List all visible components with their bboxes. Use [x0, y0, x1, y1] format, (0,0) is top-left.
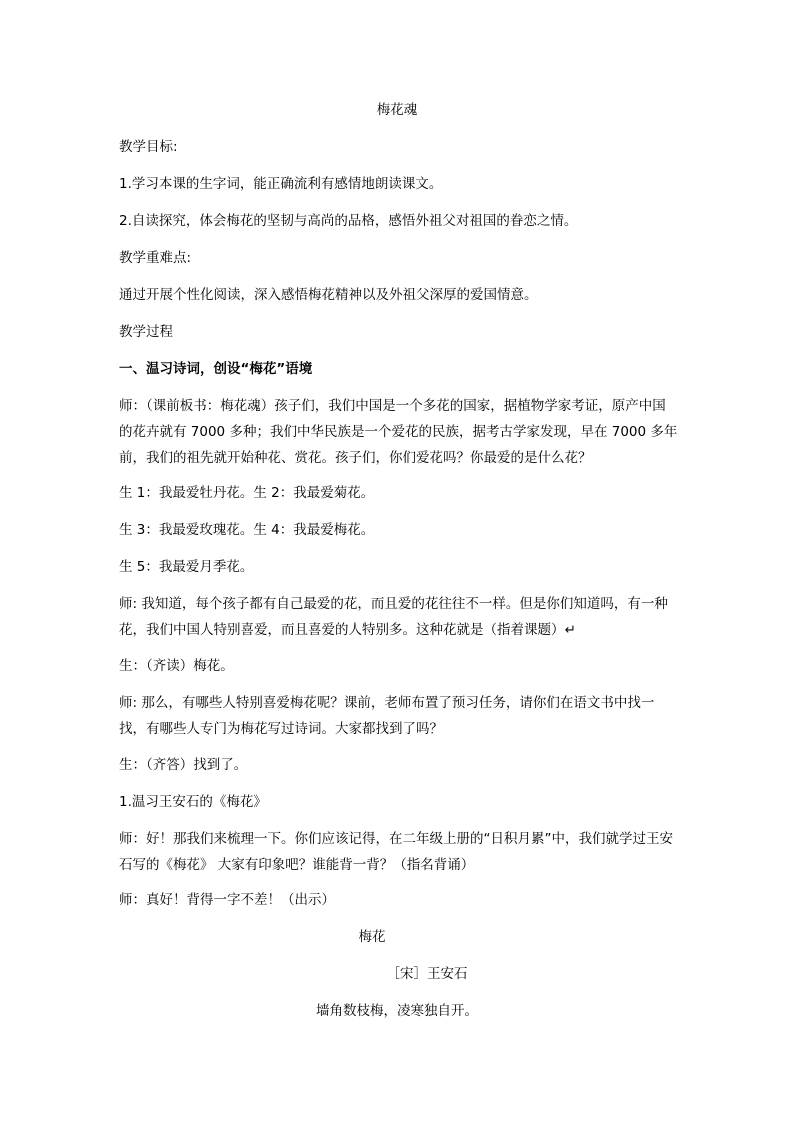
difficulty-heading: 教学重难点: [119, 250, 192, 266]
student-answer: 生：（齐答）找到了。 [119, 757, 248, 773]
difficulty-text: 通过开展个性化阅读，深入感悟梅花精神以及外祖父深厚的爱国情意。 [119, 287, 538, 303]
document-title: 梅花魂 [376, 102, 418, 118]
process-heading: 教学过程 [119, 324, 173, 340]
student-5: 生 5：我最爱月季花。 [119, 559, 254, 575]
goals-heading: 教学目标: [119, 139, 178, 155]
poem-author: ［宋］王安石 [386, 966, 468, 982]
paragraph-4: 师：好！那我们来梳理一下。你们应该记得，在二年级上册的“日积月累”中，我们就学过王安石写的《梅花》 大家有印象吧？谁能背一背？（指名背诵） [119, 831, 673, 873]
subsection-1-heading: 1.温习王安石的《梅花》 [119, 794, 267, 810]
paragraph-1: 师：（课前板书：梅花魂）孩子们，我们中国是一个多花的国家，据植物学家考证，原产中国的花卉就有 7000 多种；我们中华民族是一个爱花的民族，据考古学家发现，早在 7000 多年前，我们的祖先就开始种花、赏花。孩子们，你们爱花吗？你最爱的是什么花？ [119, 398, 678, 466]
poem-title: 梅花 [358, 929, 386, 945]
student-1-2: 生 1：我最爱牡丹花。生 2：我最爱菊花。 [119, 485, 375, 501]
goal-2: 2.自读探究，体会梅花的坚韧与高尚的品格，感悟外祖父对祖国的眷恋之情。 [119, 213, 578, 229]
paragraph-5: 师：真好！背得一字不差！（出示） [119, 892, 335, 908]
student-3-4: 生 3：我最爱玫瑰花。生 4：我最爱梅花。 [119, 522, 375, 538]
section-1-heading: 一、温习诗词，创设“梅花”语境 [119, 361, 313, 377]
paragraph-2: 师: 我知道，每个孩子都有自己最爱的花，而且爱的花往往不一样。但是你们知道吗，有一种花，我们中国人特别喜爱，而且喜爱的人特别多。这种花就是（指着课题）↵ [119, 596, 668, 638]
paragraph-3: 师: 那么，有哪些人特别喜爱梅花呢？课前，老师布置了预习任务，请你们在语文书中找一找，有哪些人专门为梅花写过诗词。大家都找到了吗？ [119, 695, 655, 737]
poem-line-1: 墙角数枝梅，凌寒独自开。 [316, 1003, 478, 1019]
student-reading: 生：（齐读）梅花。 [119, 658, 234, 674]
goal-1: 1.学习本课的生字词，能正确流利有感情地朗读课文。 [119, 176, 443, 192]
